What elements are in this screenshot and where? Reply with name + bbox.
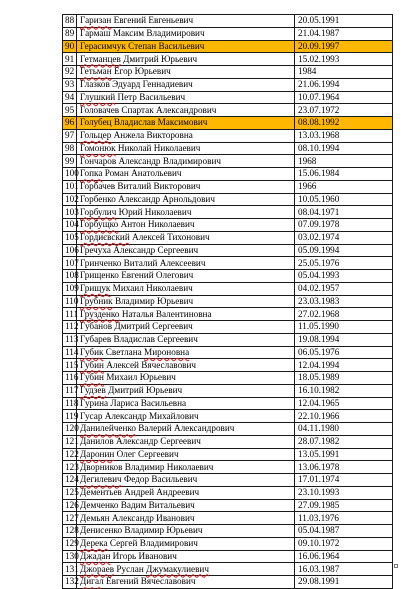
- full-name-cell: Денисенко Владимир Юрьевич: [77, 525, 295, 538]
- row-number-cell: 113: [63, 333, 77, 346]
- full-name-cell: Губанов Дмитрий Сергеевич: [77, 321, 295, 334]
- row-number-cell: 89: [63, 27, 77, 40]
- row-number-cell: 101: [63, 180, 77, 193]
- full-name-cell: Горбущко Антон Николаевич: [77, 219, 295, 232]
- birth-date-cell: 12.04.1994: [295, 359, 393, 372]
- table-row: [63, 231, 393, 244]
- birth-date-cell: 1984: [295, 66, 393, 79]
- full-name-cell: Дерека Сергей Владимирович: [77, 537, 295, 550]
- row-number-cell: 98: [63, 142, 77, 155]
- full-name-cell: Губин Алексей Вячеславович: [77, 359, 295, 372]
- spellcheck-flagged-word: Грищук: [80, 283, 111, 294]
- table-row: [63, 372, 393, 385]
- table-row: [63, 257, 393, 270]
- table-row: [63, 333, 393, 346]
- table-row: [63, 474, 393, 487]
- spellcheck-flagged-word: Гомонюк: [80, 142, 116, 153]
- birth-date-cell: 10.07.1964: [295, 91, 393, 104]
- table-row: [63, 461, 393, 474]
- row-number-cell: 119: [63, 410, 77, 423]
- full-name-cell: Горбачев Виталий Викторович: [77, 180, 295, 193]
- row-number-cell: 123: [63, 461, 77, 474]
- table-row: [63, 180, 393, 193]
- birth-date-cell: 16.10.1982: [295, 384, 393, 397]
- spellcheck-flagged-word: Губик: [80, 346, 104, 357]
- spellcheck-flagged-word: Даронин: [80, 448, 115, 459]
- row-number-cell: 97: [63, 129, 77, 142]
- row-number-cell: 111: [63, 308, 77, 321]
- table-row: [63, 27, 393, 40]
- row-number-cell: 118: [63, 397, 77, 410]
- row-number-cell: 132: [63, 576, 77, 589]
- table-row: [63, 563, 393, 576]
- full-name-cell: Губин Михаил Юрьевич: [77, 372, 295, 385]
- full-name-cell: Грищенко Евгений Олегович: [77, 270, 295, 283]
- row-number-cell: 109: [63, 282, 77, 295]
- spellcheck-flagged-word: Горбулич: [80, 206, 117, 217]
- row-number-cell: 127: [63, 512, 77, 525]
- row-number-cell: 124: [63, 474, 77, 487]
- full-name-cell: Гринченко Виталий Алексеевич: [77, 257, 295, 270]
- spellcheck-flagged-word: Дигал: [80, 576, 104, 587]
- table-row: [63, 219, 393, 232]
- birth-date-cell: 04.02.1957: [295, 282, 393, 295]
- row-number-cell: 114: [63, 346, 77, 359]
- birth-date-cell: 13.06.1978: [295, 461, 393, 474]
- spellcheck-flagged-word: Гаризан: [80, 15, 112, 26]
- birth-date-cell: 03.02.1974: [295, 231, 393, 244]
- full-name-cell: Джадан Игорь Иванович: [77, 550, 295, 563]
- birth-date-cell: 25.05.1976: [295, 257, 393, 270]
- table-row: [63, 359, 393, 372]
- full-name-cell: Губик Светлана Мироновна: [77, 346, 295, 359]
- row-number-cell: 103: [63, 206, 77, 219]
- birth-date-cell: 22.10.1966: [295, 410, 393, 423]
- table-row: [63, 206, 393, 219]
- spellcheck-flagged-word: Гетманцев: [80, 53, 121, 64]
- birth-date-cell: 18.05.1989: [295, 372, 393, 385]
- spellcheck-flagged-word: Грузденко: [80, 308, 120, 319]
- birth-date-cell: 13.03.1968: [295, 129, 393, 142]
- full-name-cell: Даронин Олег Сергеевич: [77, 448, 295, 461]
- person-list-table: [62, 14, 393, 589]
- full-name-cell: Гетманцев Дмитрий Юрьевич: [77, 53, 295, 66]
- row-number-cell: 94: [63, 91, 77, 104]
- birth-date-cell: 12.04.1965: [295, 397, 393, 410]
- row-number-cell: 106: [63, 244, 77, 257]
- row-number-cell: 125: [63, 486, 77, 499]
- spellcheck-flagged-word: Данилейченко: [80, 423, 136, 434]
- birth-date-cell: 23.07.1972: [295, 104, 393, 117]
- full-name-cell: Дигал Евгений Вячеславович: [77, 576, 295, 589]
- full-name-cell: Гордиєвский Алексей Тихонович: [77, 231, 295, 244]
- birth-date-cell: 1968: [295, 155, 393, 168]
- birth-date-cell: 16.06.1964: [295, 550, 393, 563]
- row-number-cell: 90: [63, 40, 77, 53]
- birth-date-cell: 20.09.1997: [295, 40, 393, 53]
- birth-date-cell: 20.05.1991: [295, 15, 393, 28]
- birth-date-cell: 05.04.1987: [295, 525, 393, 538]
- table-row: [63, 117, 393, 130]
- table-row: [63, 410, 393, 423]
- full-name-cell: Грищук Михаил Николаевич: [77, 282, 295, 295]
- table-row: [63, 486, 393, 499]
- birth-date-cell: 13.05.1991: [295, 448, 393, 461]
- full-name-cell: Гопка Роман Анатольевич: [77, 168, 295, 181]
- birth-date-cell: 1966: [295, 180, 393, 193]
- table-row: [63, 282, 393, 295]
- full-name-cell: Грузденко Наталья Валентиновна: [77, 308, 295, 321]
- table-row: [63, 270, 393, 283]
- full-name-cell: Глазков Эдуард Геннадиевич: [77, 78, 295, 91]
- birth-date-cell: 15.06.1984: [295, 168, 393, 181]
- table-row: [63, 40, 393, 53]
- full-name-cell: Гаризан Евгений Евгеньевич: [77, 15, 295, 28]
- birth-date-cell: 08.08.1992: [295, 117, 393, 130]
- table-row: [63, 15, 393, 28]
- full-name-cell: Герасимчук Степан Васильевич: [77, 40, 295, 53]
- full-name-cell: Горбулич Юрий Николаевич: [77, 206, 295, 219]
- birth-date-cell: 17.01.1974: [295, 474, 393, 487]
- row-number-cell: 99: [63, 155, 77, 168]
- table-row: [63, 66, 393, 79]
- row-number-cell: 120: [63, 423, 77, 436]
- birth-date-cell: 27.09.1985: [295, 499, 393, 512]
- table-row: [63, 142, 393, 155]
- birth-date-cell: 29.08.1991: [295, 576, 393, 589]
- row-number-cell: 96: [63, 117, 77, 130]
- row-number-cell: 104: [63, 219, 77, 232]
- full-name-cell: Джораев Руслан Джумакулиевич: [77, 563, 295, 576]
- row-number-cell: 95: [63, 104, 77, 117]
- spellcheck-flagged-word: Гопка: [80, 168, 103, 179]
- full-name-cell: Гусар Александр Михайлович: [77, 410, 295, 423]
- row-number-cell: 121: [63, 435, 77, 448]
- full-name-cell: Глушкий Петр Васильевич: [77, 91, 295, 104]
- table-row: [63, 193, 393, 206]
- table-row: [63, 91, 393, 104]
- row-number-cell: 107: [63, 257, 77, 270]
- full-name-cell: Демченко Вадим Витальевич: [77, 499, 295, 512]
- birth-date-cell: 15.02.1993: [295, 53, 393, 66]
- full-name-cell: Дегилевич Федор Васильевич: [77, 474, 295, 487]
- page-end-marker: [394, 564, 398, 568]
- birth-date-cell: 11.03.1976: [295, 512, 393, 525]
- table-row: [63, 397, 393, 410]
- full-name-cell: Головачев Спартак Александрович: [77, 104, 295, 117]
- row-number-cell: 93: [63, 78, 77, 91]
- row-number-cell: 108: [63, 270, 77, 283]
- full-name-cell: Гомонюк Николай Николаевич: [77, 142, 295, 155]
- table-row: [63, 295, 393, 308]
- full-name-cell: Грубник Владимир Юрьевич: [77, 295, 295, 308]
- table-row: [63, 525, 393, 538]
- row-number-cell: 112: [63, 321, 77, 334]
- birth-date-cell: 06.05.1976: [295, 346, 393, 359]
- person-list-body: [63, 15, 393, 589]
- row-number-cell: 130: [63, 550, 77, 563]
- table-row: [63, 168, 393, 181]
- birth-date-cell: 08.04.1971: [295, 206, 393, 219]
- row-number-cell: 91: [63, 53, 77, 66]
- row-number-cell: 102: [63, 193, 77, 206]
- spellcheck-flagged-word: Гетьман: [80, 66, 112, 77]
- full-name-cell: Данилейченко Валерий Александрович: [77, 423, 295, 436]
- full-name-cell: Голубец Владислав Максимович: [77, 117, 295, 130]
- birth-date-cell: 04.11.1980: [295, 423, 393, 436]
- full-name-cell: Дворников Владимир Николаевич: [77, 461, 295, 474]
- spellcheck-flagged-word: Грубник: [80, 295, 113, 306]
- birth-date-cell: 07.09.1978: [295, 219, 393, 232]
- table-row: [63, 321, 393, 334]
- row-number-cell: 117: [63, 384, 77, 397]
- row-number-cell: 100: [63, 168, 77, 181]
- spellcheck-flagged-word: Джораев: [80, 563, 115, 574]
- full-name-cell: Губарев Владислав Сергеевич: [77, 333, 295, 346]
- table-row: [63, 550, 393, 563]
- table-row: [63, 576, 393, 589]
- row-number-cell: 122: [63, 448, 77, 461]
- birth-date-cell: 23.10.1993: [295, 486, 393, 499]
- birth-date-cell: 05.09.1994: [295, 244, 393, 257]
- table-row: [63, 384, 393, 397]
- row-number-cell: 92: [63, 66, 77, 79]
- table-row: [63, 129, 393, 142]
- birth-date-cell: 28.07.1982: [295, 435, 393, 448]
- row-number-cell: 131: [63, 563, 77, 576]
- full-name-cell: Гудзев Дмитрий Юрьевич: [77, 384, 295, 397]
- full-name-cell: Дементьев Андрей Андреевич: [77, 486, 295, 499]
- birth-date-cell: 09.10.1972: [295, 537, 393, 550]
- row-number-cell: 129: [63, 537, 77, 550]
- full-name-cell: Гетьман Егор Юрьевич: [77, 66, 295, 79]
- full-name-cell: Гурина Лариса Васильевна: [77, 397, 295, 410]
- spellcheck-flagged-word: Губин: [80, 359, 104, 370]
- birth-date-cell: 16.03.1987: [295, 563, 393, 576]
- row-number-cell: 110: [63, 295, 77, 308]
- spellcheck-flagged-word: Губин: [80, 372, 104, 383]
- row-number-cell: 105: [63, 231, 77, 244]
- table-row: [63, 78, 393, 91]
- full-name-cell: Гармаш Максим Владимирович: [77, 27, 295, 40]
- spellcheck-flagged-word: Дегилевич: [80, 474, 122, 485]
- table-row: [63, 435, 393, 448]
- full-name-cell: Данилов Александр Сергеевич: [77, 435, 295, 448]
- table-row: [63, 448, 393, 461]
- spellcheck-flagged-word: Гудзев: [80, 385, 106, 396]
- birth-date-cell: 10.05.1960: [295, 193, 393, 206]
- full-name-cell: Гольцер Анжела Викторовна: [77, 129, 295, 142]
- row-number-cell: 88: [63, 15, 77, 28]
- spellcheck-flagged-word: Горбущко: [80, 219, 119, 230]
- spellcheck-flagged-word: Гольцер: [80, 130, 112, 141]
- birth-date-cell: 27.02.1968: [295, 308, 393, 321]
- table-row: [63, 308, 393, 321]
- table-row: [63, 53, 393, 66]
- birth-date-cell: 19.08.1994: [295, 333, 393, 346]
- birth-date-cell: 08.10.1994: [295, 142, 393, 155]
- full-name-cell: Демьян Александр Иванович: [77, 512, 295, 525]
- spellcheck-flagged-word: Джумакулиевич: [146, 563, 209, 574]
- full-name-cell: Гречуха Александр Сергеевич: [77, 244, 295, 257]
- spellcheck-flagged-word: Джадан: [80, 550, 111, 561]
- spellcheck-flagged-word: Гордиєвский: [80, 232, 130, 243]
- birth-date-cell: 21.04.1987: [295, 27, 393, 40]
- spellcheck-flagged-word: Мироновна: [144, 346, 190, 357]
- full-name-cell: Гончаров Александр Владимирович: [77, 155, 295, 168]
- row-number-cell: 116: [63, 372, 77, 385]
- birth-date-cell: 11.05.1990: [295, 321, 393, 334]
- table-row: [63, 104, 393, 117]
- birth-date-cell: 21.06.1994: [295, 78, 393, 91]
- table-row: [63, 244, 393, 257]
- row-number-cell: 128: [63, 525, 77, 538]
- table-row: [63, 423, 393, 436]
- table-row: [63, 512, 393, 525]
- full-name-cell: Горбенко Александр Арнольдович: [77, 193, 295, 206]
- row-number-cell: 126: [63, 499, 77, 512]
- table-row: [63, 155, 393, 168]
- table-row: [63, 346, 393, 359]
- spellcheck-flagged-word: Глушкий: [80, 91, 116, 102]
- table-row: [63, 499, 393, 512]
- row-number-cell: 115: [63, 359, 77, 372]
- spellcheck-flagged-word: Дерека: [80, 538, 108, 549]
- birth-date-cell: 05.04.1993: [295, 270, 393, 283]
- table-row: [63, 537, 393, 550]
- birth-date-cell: 23.03.1983: [295, 295, 393, 308]
